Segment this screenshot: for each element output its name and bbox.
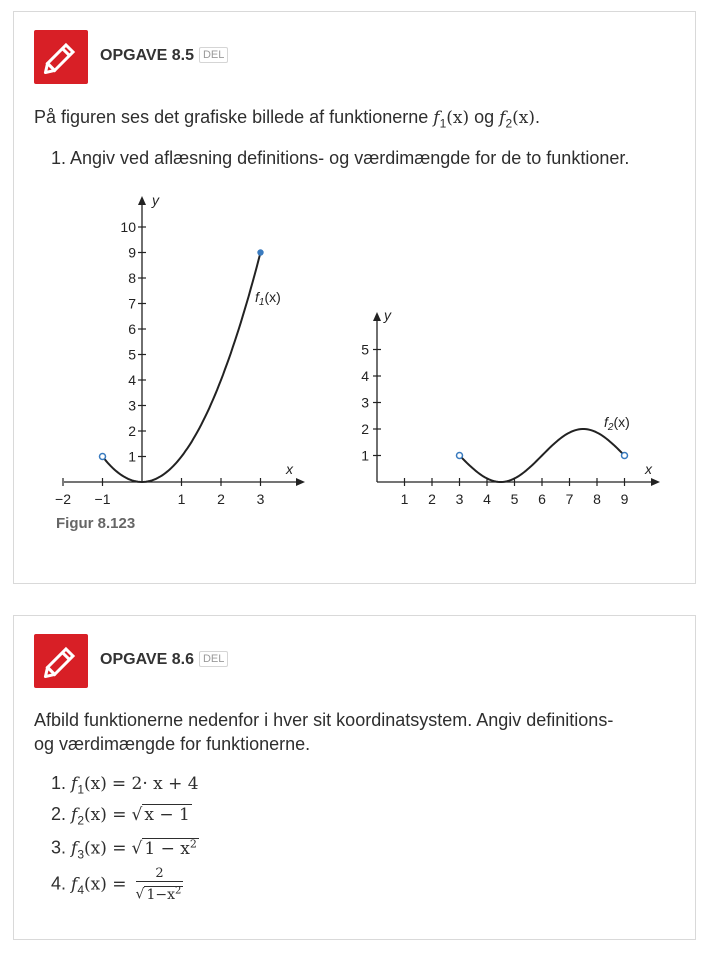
task-intro: På figuren ses det grafiske billede af funktionerne $f_1(x)$ og $f_2(x)$. bbox=[34, 107, 541, 131]
x-tick-label: −2 bbox=[55, 491, 71, 507]
x-axis-label: x bbox=[286, 461, 293, 477]
x-tick-label: 2 bbox=[217, 491, 225, 507]
pencil-icon bbox=[34, 634, 88, 688]
y-tick-label: 9 bbox=[128, 244, 136, 261]
y-tick-label: 6 bbox=[128, 321, 136, 337]
task-card-8-6 bbox=[13, 615, 696, 940]
y-tick-label: 4 bbox=[361, 368, 369, 384]
x-axis-arrow bbox=[651, 478, 660, 486]
fraction: $\frac{2}{√ 1-x^2}$ bbox=[135, 866, 182, 903]
y-tick-label: 4 bbox=[128, 372, 136, 388]
del-badge[interactable]: DEL bbox=[199, 47, 228, 63]
graph-f1 bbox=[55, 192, 305, 507]
y-tick-label: 1 bbox=[361, 447, 369, 464]
x-tick-label: 4 bbox=[483, 491, 491, 507]
curve-f1 bbox=[103, 253, 261, 483]
y-tick-label: 7 bbox=[128, 295, 136, 312]
open-endpoint-end bbox=[622, 453, 628, 459]
figure-caption: Figur 8.123 bbox=[56, 515, 136, 532]
task-title: OPGAVE 8.5 DEL bbox=[100, 47, 228, 65]
list-item: 3. $f_3(x)$ = √ $1 - x^2$ bbox=[51, 837, 197, 862]
y-tick-label: 10 bbox=[120, 219, 136, 235]
x-tick-label: 2 bbox=[428, 491, 436, 507]
y-tick-label: 3 bbox=[361, 394, 369, 411]
y-tick-label: 1 bbox=[128, 448, 136, 465]
y-axis-arrow bbox=[138, 196, 146, 205]
x-tick-label: 5 bbox=[510, 491, 519, 507]
curve-label-f2: $f_2(x)$ bbox=[604, 414, 630, 433]
x-tick-label: 6 bbox=[538, 491, 546, 507]
task-intro: Afbild funktionerne nedenfor i hver sit koordinatsystem. Angiv definitions- og værdimængde for funktionerne. bbox=[34, 710, 614, 754]
del-badge[interactable]: DEL bbox=[199, 651, 228, 667]
y-tick-label: 2 bbox=[361, 421, 369, 437]
x-tick-label: 3 bbox=[256, 491, 265, 507]
y-tick-label: 5 bbox=[128, 346, 136, 363]
x-axis-label: x bbox=[645, 461, 652, 477]
y-tick-label: 8 bbox=[128, 270, 136, 286]
closed-endpoint bbox=[257, 249, 263, 255]
y-axis-label: y bbox=[384, 307, 391, 323]
open-endpoint bbox=[100, 454, 106, 460]
y-axis-arrow bbox=[373, 312, 381, 321]
x-axis-arrow bbox=[296, 478, 305, 486]
x-tick-label: −1 bbox=[94, 491, 111, 507]
x-tick-label: 1 bbox=[400, 491, 409, 507]
figure-graphs bbox=[14, 12, 697, 585]
y-tick-label: 3 bbox=[128, 397, 136, 414]
y-tick-label: 5 bbox=[361, 341, 369, 358]
open-endpoint-start bbox=[457, 453, 463, 459]
x-tick-label: 7 bbox=[565, 491, 574, 507]
task-card-8-5 bbox=[13, 11, 696, 584]
y-tick-label: 2 bbox=[128, 423, 136, 439]
list-item: 1. $f_1(x) = 2\cdot x + 4$ bbox=[51, 773, 199, 797]
y-axis-label: y bbox=[152, 192, 159, 208]
x-tick-label: 8 bbox=[593, 491, 601, 507]
curve-label-f1: $f_1(x)$ bbox=[255, 289, 281, 308]
x-tick-label: 9 bbox=[620, 491, 629, 507]
x-tick-label: 3 bbox=[455, 491, 464, 507]
list-item: 4. $f_4(x)$ = $\frac{2}{√ 1-x^2}$ bbox=[51, 866, 182, 903]
list-item: 2. $f_2(x)$ = √ x − 1 bbox=[51, 804, 190, 828]
x-tick-label: 1 bbox=[177, 491, 186, 507]
curve-f2 bbox=[460, 429, 625, 482]
graph-f2 bbox=[361, 307, 660, 507]
list-item: 1. Angiv ved aflæsning definitions- og værdimængde for de to funktioner. bbox=[51, 148, 630, 168]
task-title: OPGAVE 8.6 DEL bbox=[100, 651, 228, 669]
